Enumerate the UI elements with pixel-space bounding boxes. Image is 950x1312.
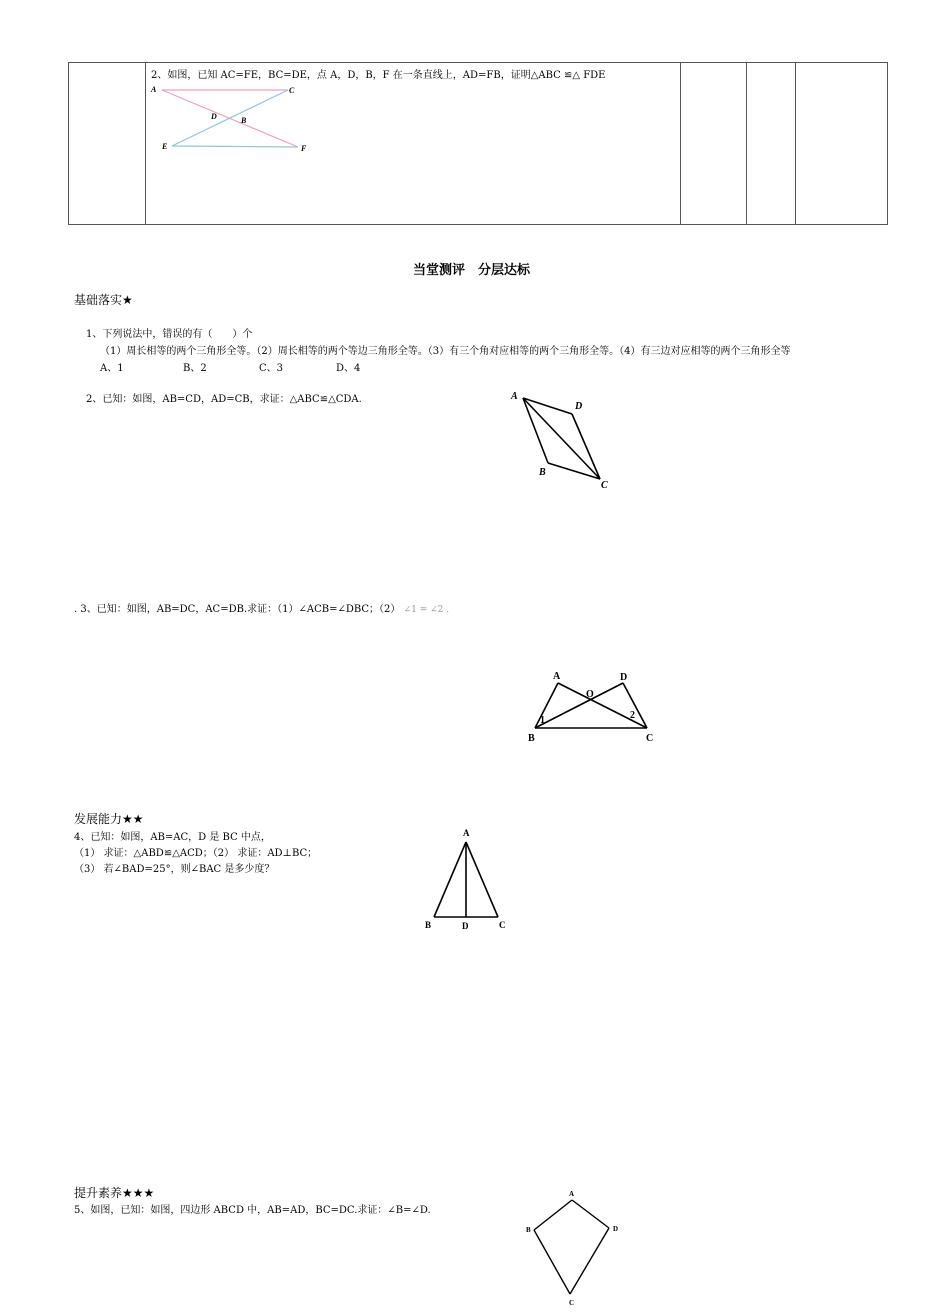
q5-figure: [520, 1188, 630, 1308]
line-db: [535, 683, 623, 728]
q1-stem: 1、下列说法中，错误的有（ ）个: [86, 329, 253, 340]
develop-heading: 发展能力★★: [74, 812, 144, 826]
line-ce: [172, 90, 288, 146]
label-a: A: [151, 85, 157, 94]
label-a: A: [511, 391, 518, 402]
line-ac: [466, 842, 498, 917]
q5-text: 5、如图，已知：如图，四边形 ABCD 中，AB=AD，BC=DC.求证：∠B=∠D.: [74, 1205, 431, 1216]
line-ab: [534, 1200, 572, 1230]
table-cell-empty-2: [747, 63, 796, 225]
q4-line-3: （3） 若∠BAD=25°，则∠BAC 是多少度？: [74, 864, 275, 875]
label-b: B: [425, 920, 432, 930]
line-ef: [172, 146, 298, 147]
label-c: C: [601, 480, 608, 491]
label-b: B: [539, 467, 546, 478]
label-a: A: [569, 1190, 575, 1198]
label-o: O: [586, 689, 594, 700]
label-d: D: [462, 921, 469, 931]
label-b: B: [528, 733, 535, 744]
q3-angle-tail: ∠1 = ∠2 .: [403, 605, 450, 615]
line-ab: [434, 842, 466, 917]
label-c: C: [646, 733, 654, 744]
line-dc: [572, 414, 600, 479]
label-d: D: [211, 112, 217, 121]
q1-option-b: B、2: [183, 363, 207, 374]
label-e: E: [162, 142, 168, 151]
label-2: 2: [630, 710, 635, 721]
label-c: C: [569, 1299, 575, 1307]
label-d: D: [620, 672, 628, 683]
label-b: B: [526, 1226, 531, 1234]
improve-heading: 提升素养★★★: [74, 1186, 155, 1200]
q4-line-2: （1） 求证：△ABD≌△ACD；（2） 求证：AD⊥BC；: [74, 848, 318, 859]
q1-option-a: A、1: [100, 363, 124, 374]
basic-heading: 基础落实★: [74, 293, 133, 307]
line-ab: [523, 398, 548, 463]
table-cell-question: [146, 63, 681, 225]
q2-text: 2、已知：如图，AB=CD，AD=CB，求证：△ABC≌△CDA.: [86, 394, 362, 405]
q4-figure: [420, 825, 520, 935]
table-cell-empty-left: [69, 63, 146, 225]
label-b: B: [241, 116, 247, 125]
table-cell-empty-1: [681, 63, 747, 225]
table-q2-text: 2、如图，已知 AC=FE，BC=DE，点 A，D，B，F 在一条直线上，AD=FB，证明△ABC ≌△ FDE: [151, 70, 606, 81]
label-c: C: [499, 920, 506, 930]
label-d: D: [613, 1225, 619, 1233]
exercise-table: [68, 62, 888, 225]
label-a: A: [463, 828, 470, 838]
q1-option-d: D、4: [336, 363, 361, 374]
table-q2-figure: [150, 83, 320, 153]
q3-figure: [520, 668, 660, 748]
label-c: C: [289, 86, 295, 95]
q2-figure: [505, 385, 625, 495]
q1-option-c: C、3: [259, 363, 284, 374]
label-1: 1: [540, 715, 545, 726]
label-d: D: [575, 401, 583, 412]
label-a: A: [553, 671, 561, 682]
q1-statements: （1）周长相等的两个三角形全等。（2）周长相等的两个等边三角形全等。（3）有三个角对应相等的两个三角形全等。（4）有三边对应相等的两个三角形全等: [100, 346, 791, 357]
q3-text: [74, 600, 449, 615]
q4-line-1: 4、已知：如图，AB=AC，D 是 BC 中点，: [74, 832, 271, 843]
line-ad: [572, 1200, 609, 1228]
line-ac: [558, 683, 647, 728]
table-cell-empty-3: [796, 63, 888, 225]
label-f: F: [301, 144, 307, 153]
line-bc: [534, 1230, 570, 1294]
q3-main: . 3、已知：如图，AB=DC，AC=DB.求证：（1）∠ACB=∠DBC；（2）: [74, 604, 401, 615]
section-title: 当堂测评 分层达标: [413, 263, 531, 278]
line-dc: [570, 1228, 609, 1294]
